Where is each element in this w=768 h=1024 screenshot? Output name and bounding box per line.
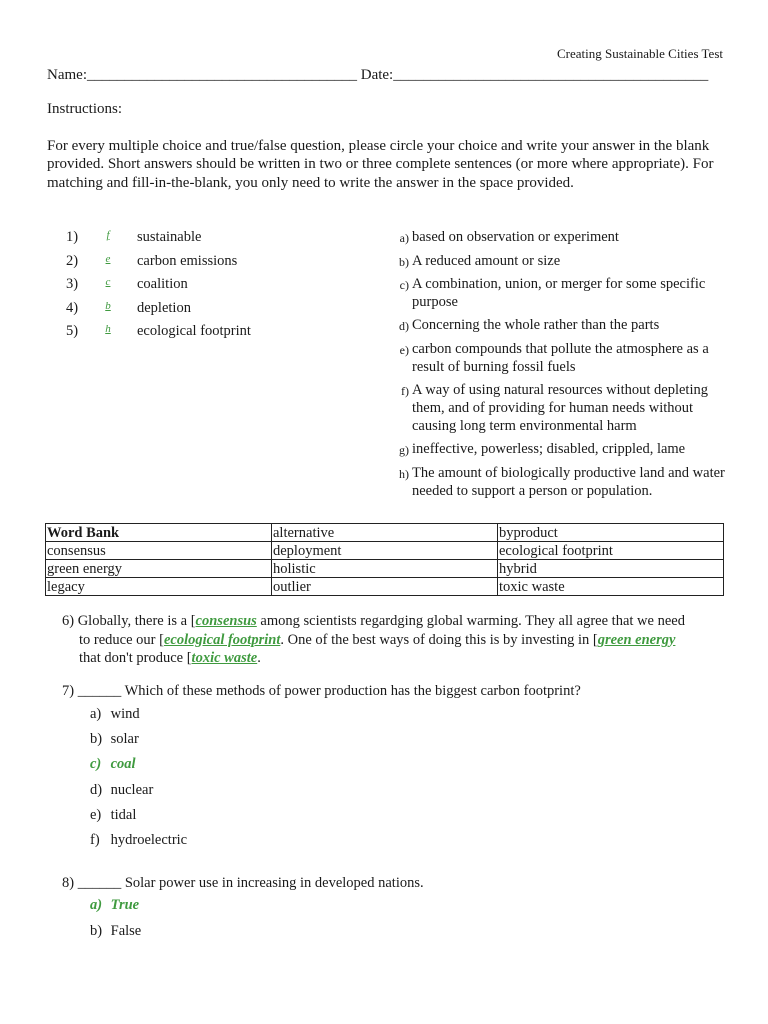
choice-text: solar (110, 731, 139, 747)
choice-text: tidal (110, 807, 137, 823)
choice-letter: d) (90, 782, 103, 798)
question-6 (62, 612, 732, 668)
choice-text: wind (110, 706, 140, 722)
choice-letter: a) (90, 897, 103, 913)
word-bank-cell: green energy (46, 560, 272, 578)
definition (395, 253, 735, 271)
word-bank-cell: byproduct (498, 524, 724, 542)
table-row (46, 542, 724, 560)
definition-letter: c) (399, 278, 409, 292)
definition-letter: e) (399, 343, 409, 357)
definition (395, 441, 735, 459)
q6-text: 6) Globally, there is a [ (62, 613, 196, 629)
definition (395, 317, 735, 335)
definition (395, 341, 735, 377)
definition-text: ineffective, powerless; disabled, crippled, lame (412, 441, 686, 457)
choice-letter: a) (90, 706, 102, 722)
word-bank-cell: holistic (272, 560, 498, 578)
term: ecological footprint (137, 323, 251, 339)
choice-correct (90, 897, 139, 914)
instructions-text: For every multiple choice and true/false question, please circle your choice and write your answer in the blank provided. Short answers should be written in two or three complete sentences (or more where appropriate). For matching and fill-in-the-blank, you only need to write the answer in the space provided. (47, 138, 714, 191)
name-label: Name: (47, 67, 87, 83)
choice (90, 782, 153, 799)
word-bank-cell: outlier (272, 578, 498, 596)
table-row (46, 524, 724, 542)
choice-letter: c) (90, 756, 102, 772)
term: depletion (137, 300, 191, 316)
instructions-label: Instructions: (47, 101, 122, 117)
definition (395, 276, 735, 312)
definition-text: A combination, union, or merger for some specific purpose (412, 276, 706, 310)
question-6-line-2 (62, 631, 732, 650)
definition-text: A way of using natural resources without depleting them, and of providing for human needs without causing long term environmental harm (412, 382, 708, 434)
name-blank: ____________________________________ (86, 67, 357, 83)
choice-letter: f) (90, 832, 100, 848)
choice (90, 832, 187, 849)
definition-text: based on observation or experiment (412, 229, 619, 245)
word-bank-cell: toxic waste (498, 578, 724, 596)
definition-letter: b) (399, 255, 409, 269)
word-bank-cell: ecological footprint (498, 542, 724, 560)
definition-letter: h) (399, 467, 409, 481)
choice (90, 923, 141, 940)
question-6-line-1 (62, 612, 732, 631)
definition (395, 229, 735, 247)
definition-text: carbon compounds that pollute the atmosphere as a result of burning fossil fuels (412, 341, 709, 375)
definition-text: Concerning the whole rather than the parts (412, 317, 660, 333)
item-number: 4) (66, 300, 79, 316)
definition-text: A reduced amount or size (412, 253, 561, 269)
item-number: 3) (66, 276, 79, 292)
definition-letter: g) (399, 443, 409, 457)
question-8-stem: 8) ______ Solar power use in increasing in developed nations. (62, 875, 424, 891)
choice (90, 706, 140, 723)
choice-text: True (110, 897, 140, 913)
item-number: 1) (66, 229, 79, 245)
word-bank-table (45, 523, 724, 596)
word-bank-cell: legacy (46, 578, 272, 596)
date-label: Date: (360, 67, 394, 83)
choice (90, 807, 136, 824)
word-bank-cell: hybrid (498, 560, 724, 578)
table-row (46, 578, 724, 596)
q6-text: to reduce our [ (79, 631, 164, 648)
q6-text: . (257, 650, 261, 666)
definition (395, 382, 735, 435)
choice-letter: b) (90, 923, 103, 939)
choice-text: coal (110, 756, 136, 772)
term: coalition (137, 276, 188, 292)
q6-text: among scientists regardging global warming. They all agree that we need (256, 613, 685, 629)
choice-text: False (110, 923, 142, 939)
word-bank-cell: alternative (272, 524, 498, 542)
definition-letter: f) (401, 384, 409, 398)
answer-blank: h (105, 323, 111, 335)
fill-answer-1: consensus (195, 613, 257, 629)
answer-blank: f (106, 229, 110, 241)
fill-answer-3: green energy (597, 631, 676, 648)
item-number: 5) (66, 323, 79, 339)
word-bank-header: Word Bank (46, 524, 272, 542)
definition (395, 465, 735, 501)
test-title: Creating Sustainable Cities Test (556, 46, 723, 61)
question-6-line-3 (62, 649, 732, 668)
choice-letter: e) (90, 807, 102, 823)
definition-letter: a) (399, 231, 409, 245)
q6-text: . One of the best ways of doing this is by investing in [ (280, 631, 598, 648)
word-bank-cell: deployment (272, 542, 498, 560)
question-7-stem: 7) ______ Which of these methods of power production has the biggest carbon footprint? (62, 683, 581, 699)
q6-text: that don't produce [ (79, 650, 192, 666)
date-blank: __________________________________________ (393, 67, 709, 83)
choice-correct (90, 756, 136, 773)
definition-letter: d) (399, 319, 409, 333)
word-bank-cell: consensus (46, 542, 272, 560)
choice-letter: b) (90, 731, 103, 747)
term: sustainable (137, 229, 202, 245)
name-date-line (47, 67, 708, 84)
table-row (46, 560, 724, 578)
definition-text: The amount of biologically productive land and water needed to support a person or population. (412, 465, 725, 499)
answer-blank: e (105, 253, 111, 265)
answer-blank: c (105, 276, 111, 288)
answer-blank: b (105, 300, 111, 312)
term: carbon emissions (137, 253, 238, 269)
choice-text: nuclear (110, 782, 154, 798)
fill-answer-2: ecological footprint (163, 631, 281, 648)
item-number: 2) (66, 253, 79, 269)
fill-answer-4: toxic waste (191, 650, 258, 666)
choice-text: hydroelectric (110, 832, 188, 848)
choice (90, 731, 139, 748)
